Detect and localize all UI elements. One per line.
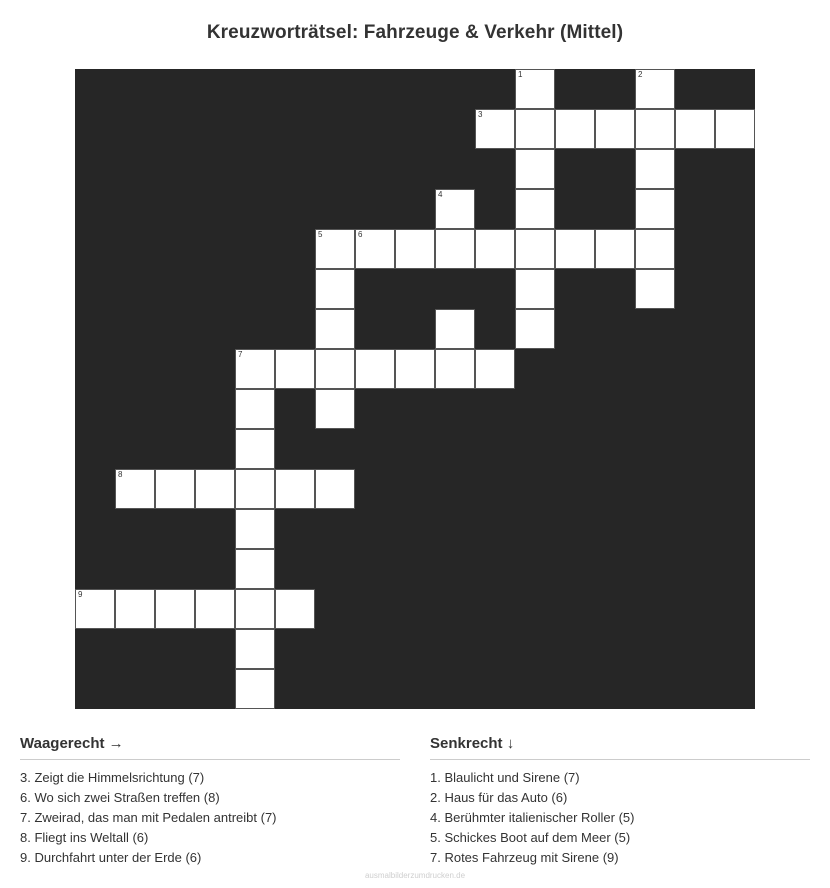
clue-item-across: 7. Zweirad, das man mit Pedalen antreibt (7) (20, 810, 277, 825)
grid-cell[interactable] (235, 629, 275, 669)
clues-down-list (430, 768, 810, 868)
clues-down (430, 735, 810, 868)
grid-cell[interactable] (315, 229, 355, 269)
clue-item-across: 6. Wo sich zwei Straßen treffen (8) (20, 790, 220, 805)
cell-number: 6 (358, 230, 363, 239)
grid-cell[interactable] (155, 469, 195, 509)
clues-section (20, 735, 810, 868)
clues-across-list (20, 768, 400, 868)
clues-down-heading: Senkrecht ↓ (430, 735, 810, 760)
grid-cell[interactable] (235, 549, 275, 589)
grid-cell[interactable] (675, 109, 715, 149)
grid-cell[interactable] (115, 469, 155, 509)
grid-cell[interactable] (275, 349, 315, 389)
grid-cell[interactable] (555, 109, 595, 149)
grid-cell[interactable] (355, 349, 395, 389)
grid-cell[interactable] (435, 309, 475, 349)
grid-cell[interactable] (195, 469, 235, 509)
clue-item-down: 1. Blaulicht und Sirene (7) (430, 770, 580, 785)
clue-item-down: 2. Haus für das Auto (6) (430, 790, 568, 805)
grid-cell[interactable] (635, 149, 675, 189)
grid-cell[interactable] (275, 469, 315, 509)
clue-item-across: 9. Durchfahrt unter der Erde (6) (20, 850, 202, 865)
grid-cell[interactable] (115, 589, 155, 629)
grid-cell[interactable] (395, 229, 435, 269)
clue-item-down: 5. Schickes Boot auf dem Meer (5) (430, 830, 631, 845)
grid-cell[interactable] (515, 189, 555, 229)
grid-cell[interactable] (435, 349, 475, 389)
grid-cell[interactable] (635, 269, 675, 309)
grid-cell[interactable] (275, 589, 315, 629)
grid-cell[interactable] (395, 349, 435, 389)
page-title: Kreuzworträtsel: Fahrzeuge & Verkehr (Mittel) (206, 22, 624, 43)
grid-cell[interactable] (635, 189, 675, 229)
grid-cell[interactable] (515, 309, 555, 349)
grid-cell[interactable] (235, 389, 275, 429)
grid-cell[interactable] (75, 589, 115, 629)
clues-across-heading: Waagerecht → (20, 735, 400, 760)
clue-item-across: 8. Fliegt ins Weltall (6) (20, 830, 149, 845)
grid-cell[interactable] (715, 109, 755, 149)
grid-cell[interactable] (315, 469, 355, 509)
grid-cell[interactable] (315, 349, 355, 389)
grid-cell[interactable] (315, 269, 355, 309)
grid-cell[interactable] (595, 109, 635, 149)
grid-cell[interactable] (515, 269, 555, 309)
grid-cell[interactable] (595, 229, 635, 269)
grid-cell[interactable] (515, 69, 555, 109)
grid-cell[interactable] (635, 109, 675, 149)
crossword-grid[interactable] (75, 69, 755, 709)
grid-cell[interactable] (435, 229, 475, 269)
grid-cell[interactable] (155, 589, 195, 629)
grid-cell[interactable] (635, 69, 675, 109)
cell-number: 7 (238, 350, 243, 359)
cell-number: 2 (638, 70, 643, 79)
grid-cell[interactable] (235, 429, 275, 469)
grid-cell[interactable] (315, 309, 355, 349)
grid-cell[interactable] (515, 229, 555, 269)
grid-cell[interactable] (435, 189, 475, 229)
cell-number: 8 (118, 470, 123, 479)
grid-cell[interactable] (475, 229, 515, 269)
grid-cell[interactable] (515, 149, 555, 189)
grid-cell[interactable] (475, 109, 515, 149)
grid-cell[interactable] (195, 589, 235, 629)
grid-cells-container[interactable] (75, 69, 755, 709)
cell-number: 4 (438, 190, 443, 199)
clue-item-down: 7. Rotes Fahrzeug mit Sirene (9) (430, 850, 619, 865)
cell-number: 9 (78, 590, 83, 599)
clue-item-down: 4. Berühmter italienischer Roller (5) (430, 810, 635, 825)
grid-cell[interactable] (555, 229, 595, 269)
clues-across (20, 735, 400, 868)
cell-number: 5 (318, 230, 323, 239)
cell-number: 1 (518, 70, 523, 79)
grid-cell[interactable] (235, 349, 275, 389)
grid-cell[interactable] (235, 469, 275, 509)
grid-cell[interactable] (235, 589, 275, 629)
grid-cell[interactable] (475, 349, 515, 389)
grid-cell[interactable] (235, 509, 275, 549)
grid-cell[interactable] (515, 109, 555, 149)
clue-item-across: 3. Zeigt die Himmelsrichtung (7) (20, 770, 205, 785)
cell-number: 3 (478, 110, 483, 119)
grid-cell[interactable] (315, 389, 355, 429)
grid-cell[interactable] (235, 669, 275, 709)
grid-cell[interactable] (635, 229, 675, 269)
footer-watermark: ausmalbilderzumdrucken.de (364, 871, 466, 880)
grid-cell[interactable] (355, 229, 395, 269)
